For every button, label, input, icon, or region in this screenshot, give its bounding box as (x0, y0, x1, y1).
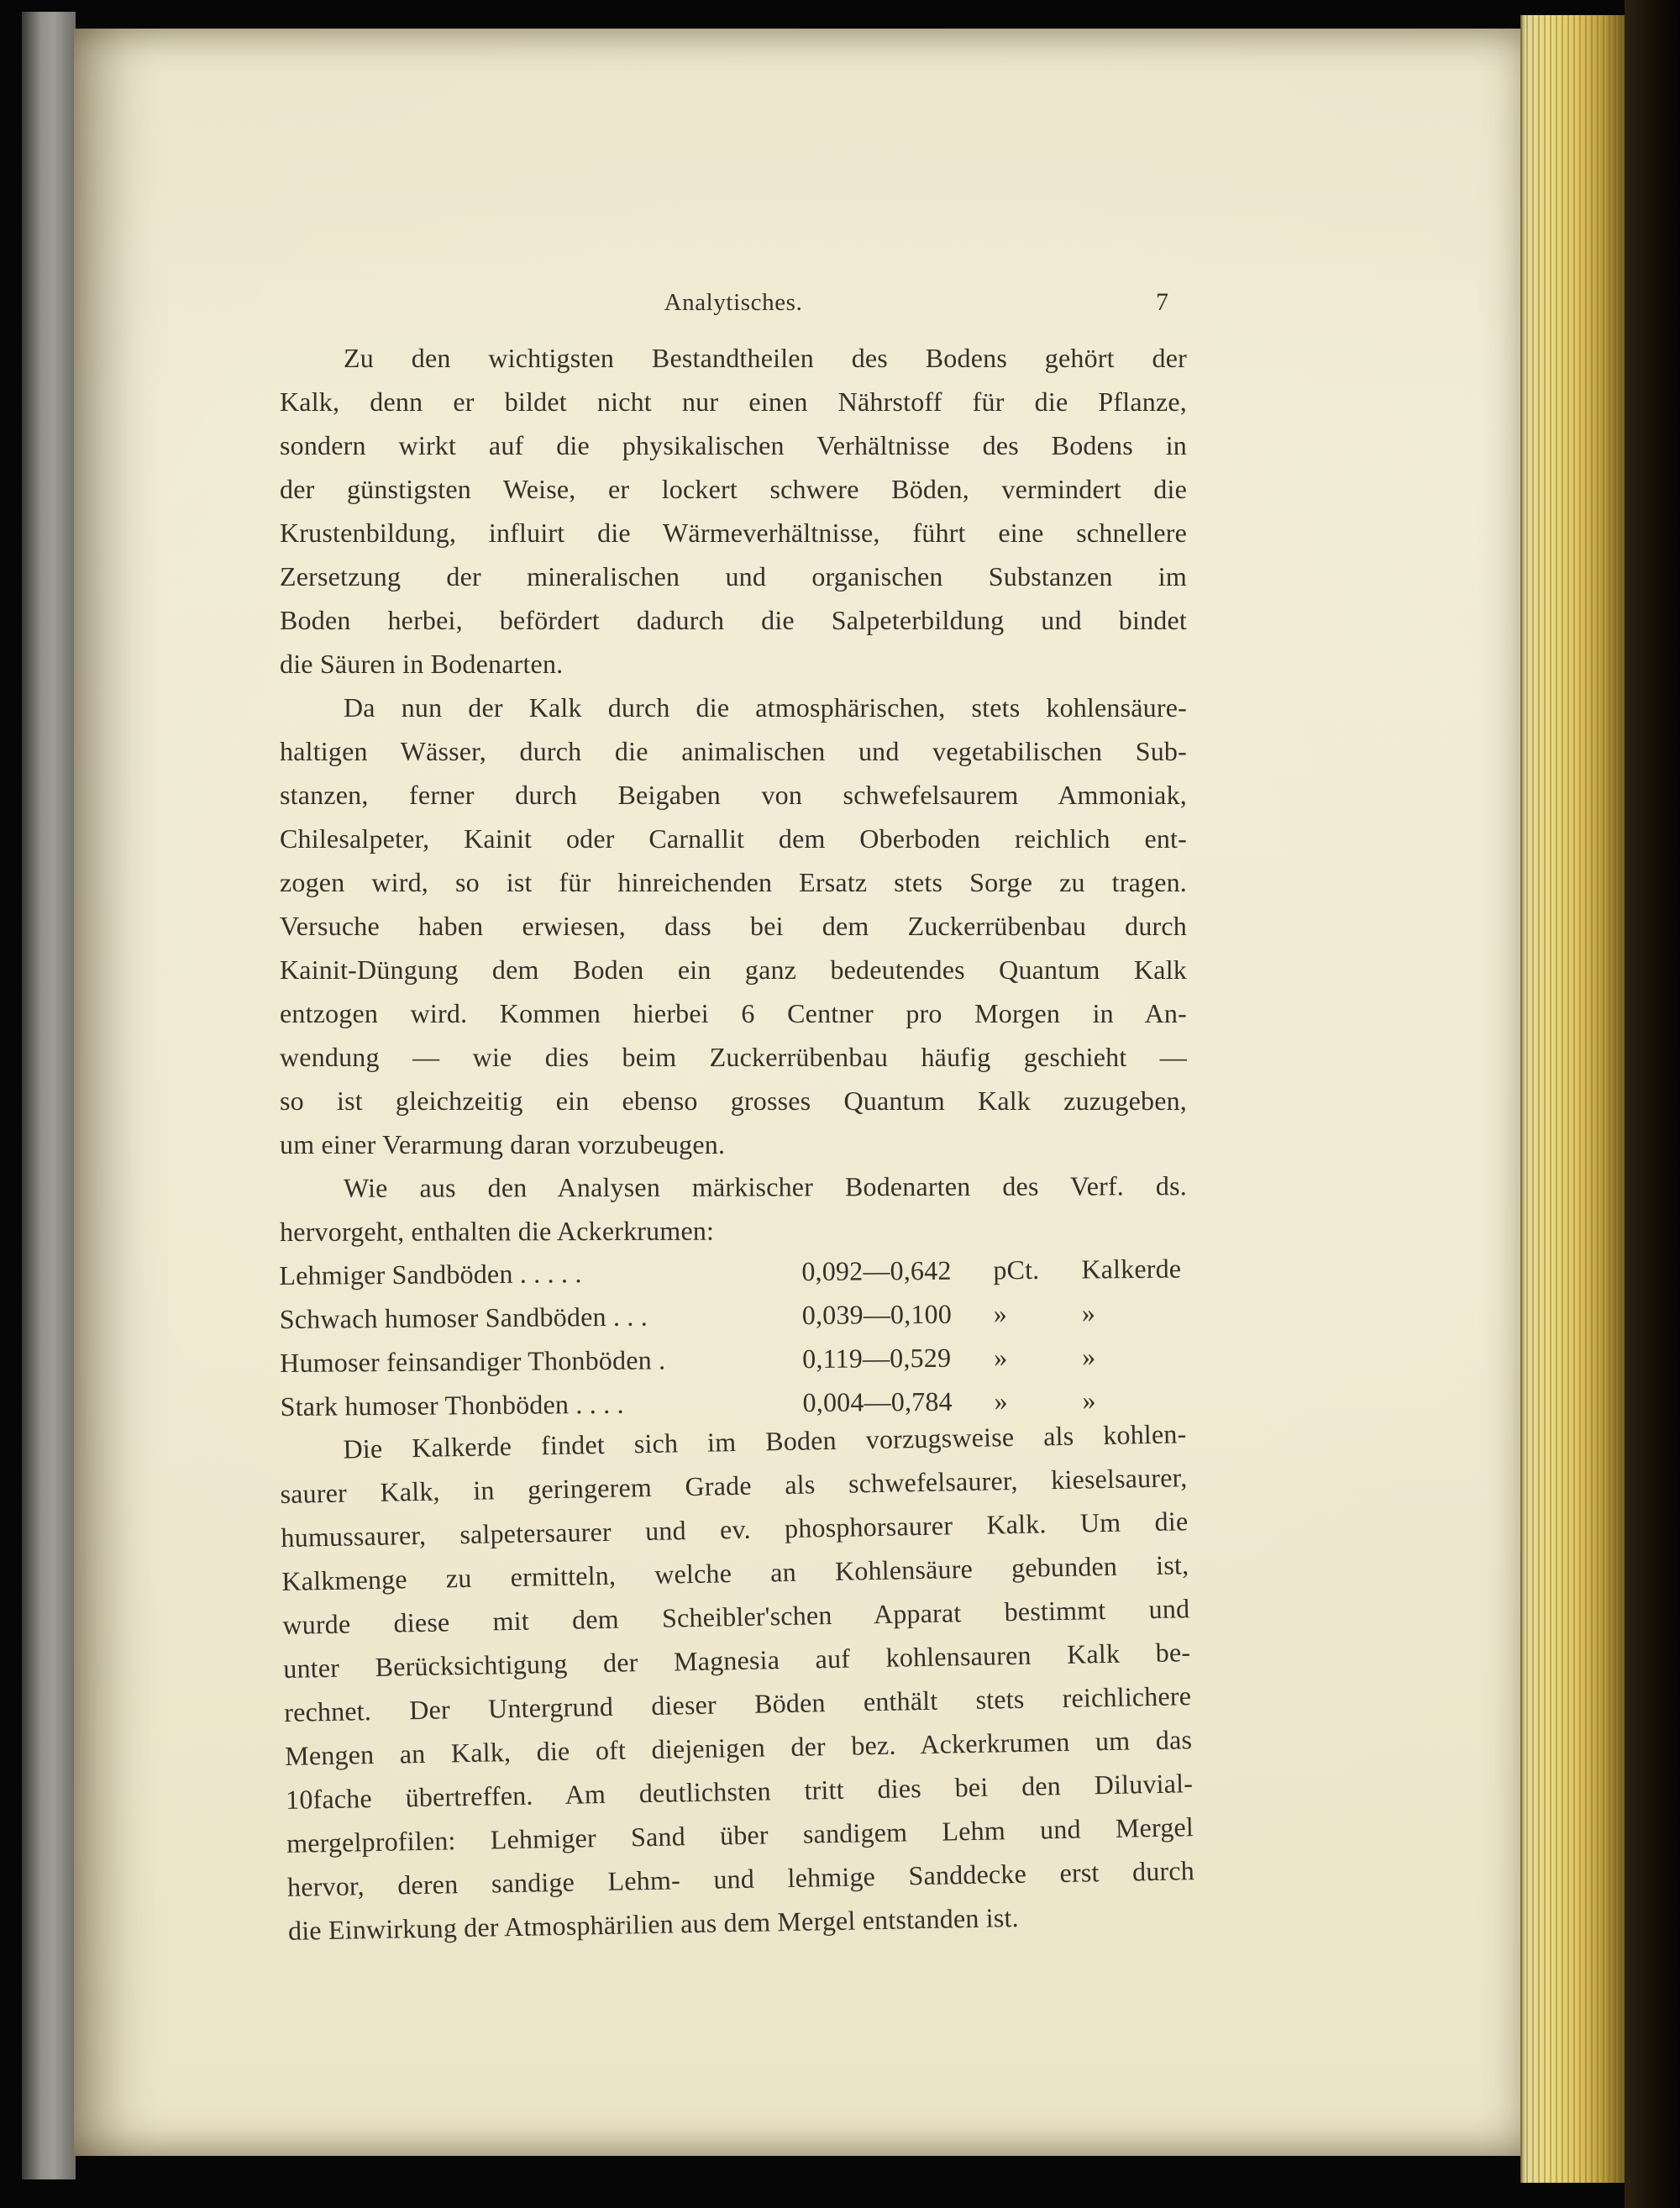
table-row (279, 1247, 1186, 1297)
text-line: die Säuren in Bodenarten. (280, 649, 564, 679)
text-line: haltigen Wässer, durch die animalischen und vegetabilischen Sub- (280, 736, 1187, 766)
text-line: humussaurer, salpetersaurer und ev. phosphorsaurer Kalk. Um die (281, 1506, 1189, 1553)
unit-label: » (994, 1342, 1008, 1373)
text-line: Wie aus den Analysen märkischer Bodenarten des Verf. ds. (343, 1170, 1187, 1203)
text-line: wendung — wie dies beim Zuckerrübenbau häufig geschieht — (280, 1042, 1187, 1072)
text-line: hervorgeht, enthalten die Ackerkrumen: (280, 1215, 715, 1247)
unit-label: pCt. (993, 1254, 1040, 1285)
page-edges (1520, 15, 1625, 2183)
text-line: Zu den wichtigsten Bestandtheilen des Bodens gehört der (344, 343, 1187, 373)
substance-label: » (1082, 1341, 1096, 1372)
text-line: mergelprofilen: Lehmiger Sand über sandigem Lehm und Mergel (286, 1811, 1194, 1858)
text-line: saurer Kalk, in geringerem Grade als schwefelsaurer, kieselsaurer, (280, 1462, 1188, 1509)
analysis-table (279, 1247, 1188, 1428)
paragraph (280, 686, 1187, 1166)
text-line: 10fache übertreffen. Am deutlichsten tritt dies bei den Diluvial- (285, 1768, 1194, 1815)
text-line: Boden herbei, befördert dadurch die Salpeterbildung und bindet (280, 605, 1187, 635)
unit-label: » (993, 1298, 1008, 1329)
unit-label: » (994, 1385, 1008, 1417)
paragraph (280, 1164, 1187, 1254)
page-header (280, 281, 1187, 324)
paragraph (280, 336, 1187, 686)
text-block (279, 336, 1195, 1953)
text-line: hervor, deren sandige Lehm- und lehmige Sanddecke erst durch (286, 1855, 1195, 1902)
book-cover (1625, 0, 1680, 2208)
text-line: um einer Verarmung daran vorzubeugen. (280, 1129, 726, 1159)
substance-label: » (1081, 1297, 1096, 1328)
soil-type-label: Lehmiger Sandböden . . . . . (279, 1258, 582, 1291)
page-number: 7 (1156, 288, 1168, 316)
substance-label: Kalkerde (1081, 1253, 1182, 1285)
text-line: Die Kalkerde findet sich im Boden vorzugsweise als kohlen- (343, 1418, 1187, 1464)
text-line: so ist gleichzeitig ein ebenso grosses Quantum Kalk zuzugeben, (280, 1086, 1187, 1116)
soil-type-label: Humoser feinsandiger Thonböden . (280, 1344, 666, 1378)
text-line: zogen wird, so ist für hinreichenden Ersatz stets Sorge zu tragen. (280, 867, 1187, 897)
value-range: 0,004—0,784 (802, 1385, 953, 1418)
table-row (280, 1291, 1187, 1341)
value-range: 0,092—0,642 (801, 1254, 952, 1287)
text-line: der günstigsten Weise, er lockert schwere Böden, vermindert die (280, 474, 1187, 504)
book-page (74, 29, 1520, 2156)
text-line: Da nun der Kalk durch die atmosphärischen, stets kohlensäure- (344, 692, 1187, 723)
text-line: sondern wirkt auf die physikalischen Verhältnisse des Bodens in (280, 430, 1187, 460)
text-line: Versuche haben erwiesen, dass bei dem Zuckerrübenbau durch (280, 911, 1187, 941)
paragraph (279, 1412, 1195, 1953)
soil-type-label: Stark humoser Thonböden . . . . (280, 1388, 624, 1422)
text-line: die Einwirkung der Atmosphärilien aus dem Mergel entstanden ist. (287, 1901, 1020, 1946)
text-line: rechnet. Der Untergrund dieser Böden enthält stets reichlichere (283, 1680, 1192, 1727)
substance-label: » (1082, 1385, 1096, 1416)
facing-page-edge (22, 12, 76, 2179)
text-line: Kalk, denn er bildet nicht nur einen Nährstoff für die Pflanze, (280, 386, 1187, 417)
text-line: wurde diese mit dem Scheibler'schen Apparat bestimmt und (282, 1593, 1190, 1640)
text-line: Kalkmenge zu ermitteln, welche an Kohlensäure gebunden ist, (281, 1549, 1189, 1596)
text-line: stanzen, ferner durch Beigaben von schwefelsaurem Ammoniak, (280, 780, 1187, 810)
text-line: Chilesalpeter, Kainit oder Carnallit dem Oberboden reichlich ent- (280, 823, 1187, 854)
text-line: unter Berücksichtigung der Magnesia auf kohlensauren Kalk be- (282, 1637, 1191, 1684)
text-line: Mengen an Kalk, die oft diejenigen der bez. Ackerkrumen um das (284, 1724, 1193, 1771)
text-line: Krustenbildung, influirt die Wärmeverhältnisse, führt eine schnellere (280, 518, 1187, 548)
running-title: Analytisches. (664, 289, 803, 316)
value-range: 0,039—0,100 (801, 1298, 953, 1331)
text-line: Kainit-Düngung dem Boden ein ganz bedeutendes Quantum Kalk (280, 954, 1187, 985)
table-row (280, 1334, 1187, 1385)
soil-type-label: Schwach humoser Sandböden . . . (279, 1301, 648, 1335)
value-range: 0,119—0,529 (802, 1342, 952, 1375)
text-line: entzogen wird. Kommen hierbei 6 Centner pro Morgen in An- (280, 998, 1187, 1028)
text-line: Zersetzung der mineralischen und organischen Substanzen im (280, 561, 1187, 591)
